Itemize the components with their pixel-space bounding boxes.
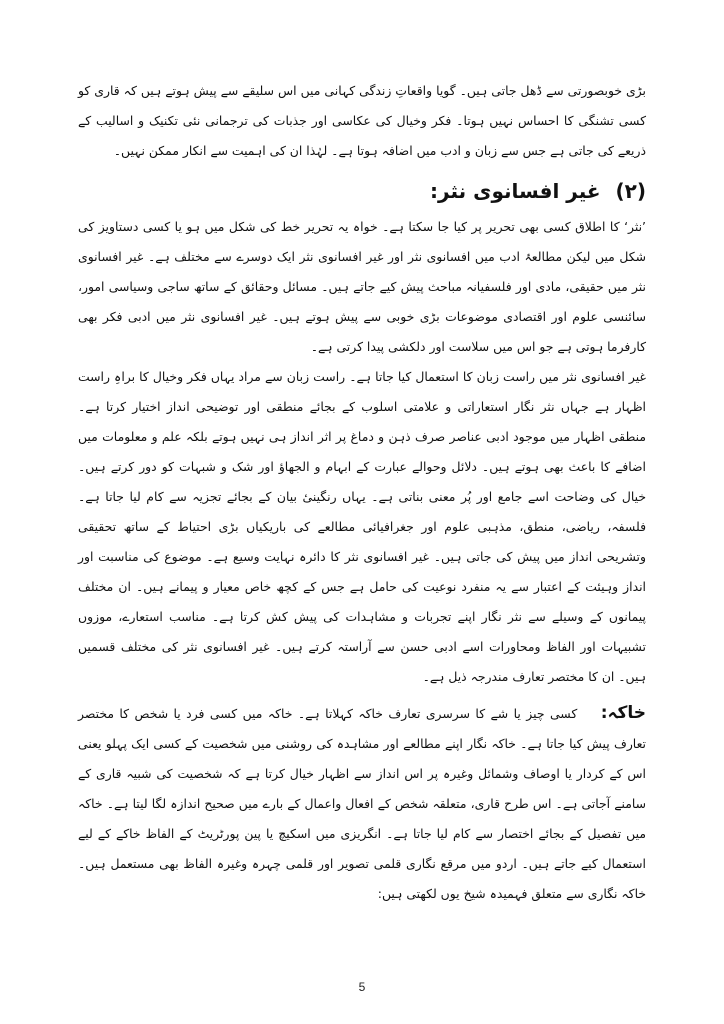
section-title: غیر افسانوی نثر: [430, 179, 601, 203]
khaka-text: کسی چیز یا شے کا سرسری تعارف خاکہ کہلاتا ہے۔ خاکہ میں کسی فرد یا شخص کا مختصر تعارف پیش کیا جاتا ہے۔ خاکہ نگار اپنے مطالعے اور مشاہدہ کی روشنی میں شخصیت کے کسی ایک پہلو یعنی اس کے کردار یا اوصاف وشمائل وغیرہ پر اس انداز سے اظہار خیال کرتا ہے کہ شخصیت کی شبیہ قاری کے سامنے آجاتی ہے۔ اس طرح قاری، متعلقہ شخص کے افعال واعمال کے بارے میں صحیح اندازہ لگا لیتا ہے۔ خاکہ میں تفصیل کے بجائے اختصار سے کام لیا جاتا ہے۔ انگریزی میں اسکیچ یا پین پورٹریٹ کے الفاظ خاکے کے لیے استعمال کیے جاتے ہیں۔ اردو میں مرقع نگاری قلمی تصویر اور قلمی چہرہ وغیرہ الفاظ بھی مستعمل ہیں۔ خاکہ نگاری سے متعلق فہمیدہ شیخ یوں لکھتی ہیں: [78, 706, 646, 901]
khaka-term: خاکہ: [600, 703, 646, 723]
paragraph-characteristics: غیر افسانوی نثر میں راست زبان کا استعمال کیا جاتا ہے۔ راست زبان سے مراد یہاں فکر وخیال کا براہِ راست اظہار ہے جہاں نثر نگار استعاراتی و علامتی اسلوب کے بجائے منطقی اور توضیحی انداز اختیار کرتا ہے۔ منطقی اظہار میں موجود ادبی عناصر صرف ذہن و دماغ پر اثر انداز ہی نہیں ہوتے بلکہ علم و معلومات میں اضافے کا باعث بھی ہوتے ہیں۔ دلائل وحوالے عبارت کے ابہام و الجھاؤ اور شک و شبہات کو دور کرتے ہیں۔ خیال کی وضاحت اسے جامع اور پُر معنی بناتی ہے۔ یہاں رنگینیٔ بیان کے بجائے تجزیہ سے کام لیا جاتا ہے۔ فلسفہ، ریاضی، منطق، مذہبی علوم اور جغرافیائی مطالعے کی باریکیاں بڑی احتیاط کے ساتھ تحقیقی وتشریحی انداز میں پیش کی جاتی ہیں۔ غیر افسانوی نثر کا دائرہ نہایت وسیع ہے۔ موضوع کی مناسبت اور انداز وہیئت کے اعتبار سے یہ منفرد نوعیت کی حامل ہے جس کے کچھ خاص معیار و پیمانے ہیں۔ ان مختلف پیمانوں کے وسیلے سے نثر نگار اپنے تجربات و مشاہدات کی پیش کش کرتا ہے۔ مناسب استعارے، موزوں تشبیہات اور الفاظ ومحاورات اسے ادبی حسن سے آراستہ کرتے ہیں۔ غیر افسانوی نثر کی مختلف قسمیں ہیں۔ ان کا مختصر تعارف مندرجہ ذیل ہے۔ [78, 369, 646, 684]
page-number: 5 [358, 980, 366, 994]
section-heading [78, 172, 646, 210]
paragraph-definition: ’نثر‘ کا اطلاق کسی بھی تحریر پر کیا جا سکتا ہے۔ خواہ یہ تحریر خط کی شکل میں ہو یا کسی دستاویز کی شکل میں لیکن مطالعۂ ادب میں افسانوی نثر اور غیر افسانوی نثر ایک دوسرے سے مختلف ہے۔ غیر افسانوی نثر میں حقیقی، مادی اور فلسفیانہ مباحث پیش کیے جاتے ہیں۔ مسائل وحقائق کے ساتھ ساجی وسیاسی امور، سائنسی علوم اور اقتصادی موضوعات بڑی خوبی سے پیش ہوتے ہیں۔ غیر افسانوی نثر میں ادبی فکر بھی کارفرما ہوتی ہے جو اس میں سلاست اور دلکشی پیدا کرتی ہے۔ [78, 219, 646, 354]
paragraph-khaka [78, 698, 646, 909]
document-body [78, 76, 646, 909]
intro-paragraph: بڑی خوبصورتی سے ڈھل جاتی ہیں۔ گویا واقعاتِ زندگی کہانی میں اس سلیقے سے پیش ہوتے ہیں کہ قاری کو کسی تشنگی کا احساس نہیں ہوتا۔ فکر وخیال کی عکاسی اور جذبات کی ترجمانی نئی تکنیک و اسالیب کے ذریعے کی جاتی ہے جس سے زبان و ادب میں اضافہ ہوتا ہے۔ لہٰذا ان کی اہمیت سے انکار ممکن نہیں۔ [78, 83, 646, 158]
section-number: (۲) [615, 179, 646, 203]
